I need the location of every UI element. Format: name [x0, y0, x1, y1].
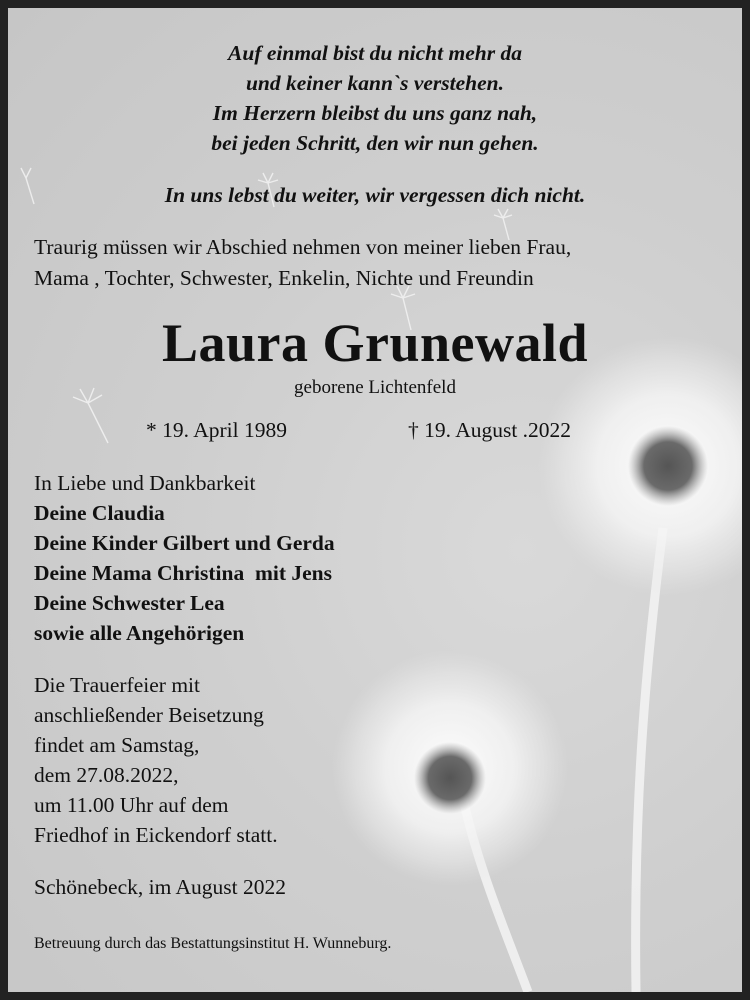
- mourners-intro: In Liebe und Dankbarkeit: [34, 471, 256, 495]
- obituary-card: [8, 8, 742, 992]
- funeral-line: um 11.00 Uhr auf dem: [34, 793, 229, 817]
- poem-line: bei jeden Schritt, den wir nun gehen.: [211, 131, 539, 155]
- funeral-line: Friedhof in Eickendorf statt.: [34, 823, 278, 847]
- maiden-name: geborene Lichtenfeld: [294, 377, 456, 398]
- birth-date: * 19. April 1989: [146, 418, 287, 442]
- funeral-line: anschließender Beisetzung: [34, 703, 264, 727]
- place-date: Schönebeck, im August 2022: [34, 875, 287, 899]
- mourner-name: Deine Kinder Gilbert und Gerda: [34, 531, 335, 555]
- mourner-name: sowie alle Angehörigen: [34, 621, 245, 645]
- intro-line: Traurig müssen wir Abschied nehmen von meiner lieben Frau,: [34, 235, 572, 259]
- poem-closing: In uns lebst du weiter, wir vergessen dich nicht.: [164, 183, 586, 207]
- poem-line: Im Herzern bleibst du uns ganz nah,: [212, 101, 538, 125]
- mourner-name: Deine Claudia: [34, 501, 165, 525]
- funeral-line: Die Trauerfeier mit: [34, 673, 200, 697]
- deceased-name: Laura Grunewald: [161, 313, 589, 373]
- mourner-name: Deine Mama Christina mit Jens: [34, 561, 332, 585]
- death-date: † 19. August .2022: [408, 418, 572, 442]
- intro-line: Mama , Tochter, Schwester, Enkelin, Nichte und Freundin: [34, 266, 534, 290]
- poem-line: und keiner kann`s verstehen.: [245, 71, 505, 95]
- funeral-line: dem 27.08.2022,: [34, 763, 179, 787]
- mourner-name: Deine Schwester Lea: [34, 591, 225, 615]
- funeral-line: findet am Samstag,: [34, 733, 200, 757]
- poem-line: Auf einmal bist du nicht mehr da: [228, 41, 522, 65]
- undertaker-note: Betreuung durch das Bestattungsinstitut H. Wunneburg.: [34, 935, 392, 952]
